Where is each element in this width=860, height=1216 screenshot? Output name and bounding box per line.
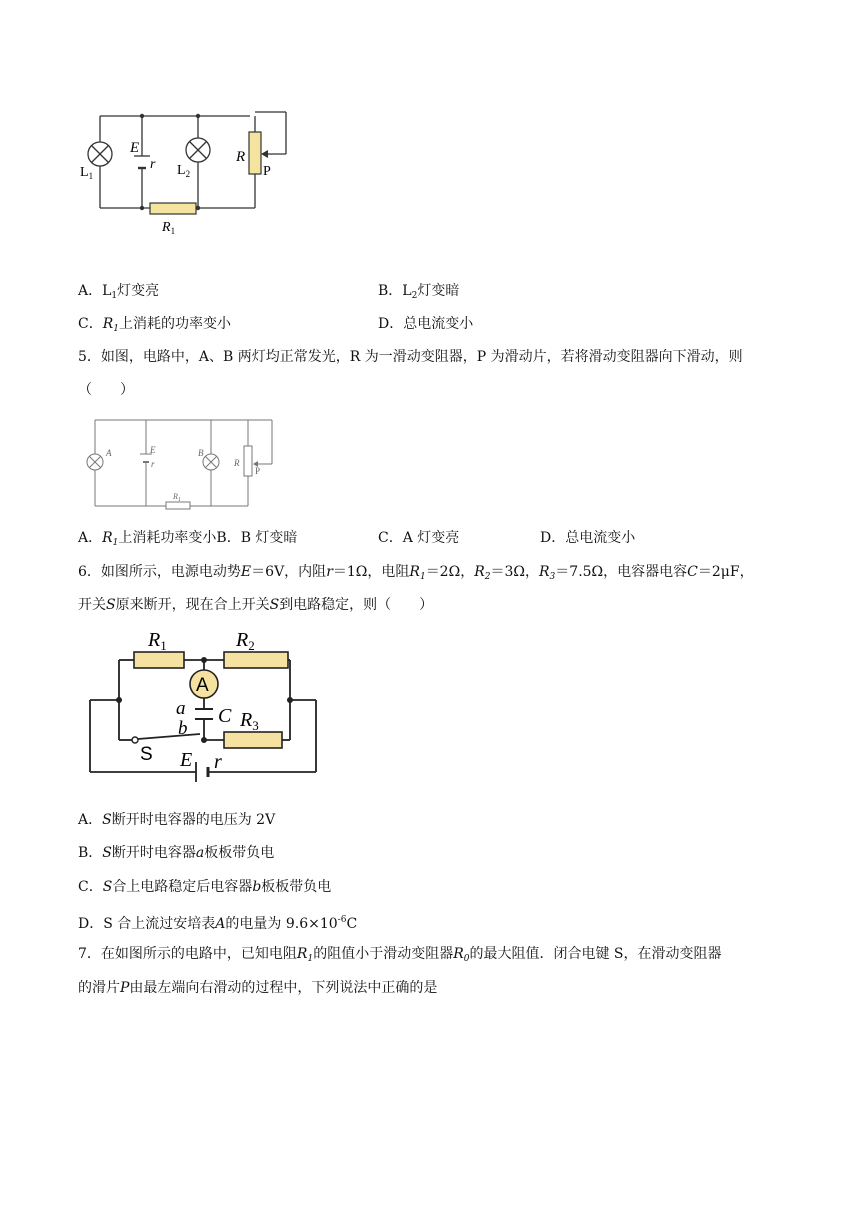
q6-option-b[interactable]: B．S断开时电容器a板板带负电: [78, 845, 275, 861]
label-b: b: [178, 718, 188, 739]
label-R: R: [234, 458, 240, 468]
q5-option-d[interactable]: D．总电流变小: [540, 530, 636, 546]
label-r: r: [214, 751, 222, 773]
label-R1: $R_1$: [173, 492, 181, 503]
figure-circuit-q5: [78, 416, 278, 512]
q6-option-d[interactable]: D．S 合上流过安培表A的电量为 $9.6\times 10^{-6}C$: [78, 915, 358, 932]
label-E: E: [180, 749, 193, 771]
q4-option-d[interactable]: D．总电流变小: [378, 316, 474, 332]
q6-option-a[interactable]: A．S断开时电容器的电压为 2V: [78, 812, 276, 828]
label-R1: $R_1$: [162, 220, 176, 236]
q5-option-a-b[interactable]: A．$R_1$上消耗功率变小B．B 灯变暗: [78, 530, 298, 548]
q5-stem-line1: 5．如图，电路中，A、B 两灯均正常发光，R 为一滑动变阻器，P 为滑动片，若将滑动变阻器向下滑动，则: [78, 349, 743, 365]
figure-circuit-q6: [84, 626, 324, 790]
label-C: C: [218, 705, 232, 727]
label-R: R: [236, 149, 246, 165]
q6-stem-line2: 开关S原来断开，现在合上开关S到电路稳定，则（ ）: [78, 597, 434, 613]
q7-stem-line2: 的滑片P由最左端向右滑动的过程中，下列说法中正确的是: [78, 980, 438, 996]
label-S: S: [140, 744, 153, 765]
label-a: a: [176, 698, 186, 719]
label-E: E: [150, 445, 156, 455]
q4-option-c[interactable]: C．$R_1$上消耗的功率变小: [78, 316, 231, 334]
label-R2: $R_2$: [236, 629, 255, 653]
q5-stem-line2: （ ）: [78, 382, 134, 398]
label-r: r: [151, 459, 155, 469]
label-P: P: [263, 164, 271, 179]
q6-option-c[interactable]: C．S合上电路稳定后电容器b板板带负电: [78, 879, 332, 895]
label-P: P: [255, 466, 261, 476]
label-R3: $R_3$: [240, 709, 259, 733]
figure-circuit-q4: [70, 108, 310, 238]
label-r: r: [150, 157, 156, 172]
label-L1: $L_1$: [80, 165, 94, 181]
label-E: E: [130, 140, 140, 156]
q4-option-b[interactable]: B．$L_2$灯变暗: [378, 283, 460, 301]
label-R1: $R_1$: [148, 629, 167, 653]
q7-stem-line1: 7．在如图所示的电路中，已知电阻$R_1$的阻值小于滑动变阻器$R_0$的最大阻值．闭合电键 S，在滑动变阻器: [78, 946, 722, 964]
ammeter-label: A: [196, 675, 209, 696]
q5-option-c[interactable]: C．A 灯变亮: [378, 530, 460, 546]
label-L2: $L_2$: [177, 163, 191, 179]
q4-option-a[interactable]: A．$L_1$灯变亮: [78, 283, 160, 301]
label-B: B: [198, 448, 204, 458]
label-A: A: [106, 448, 112, 458]
q6-stem-line1: 6．如图所示，电源电动势E＝6V，内阻r＝1Ω，电阻$R_1=2\Omega$，$R_2=3\Omega$，$R_3=7.5\Omega$，电容器电容C＝2μF，: [78, 564, 754, 582]
